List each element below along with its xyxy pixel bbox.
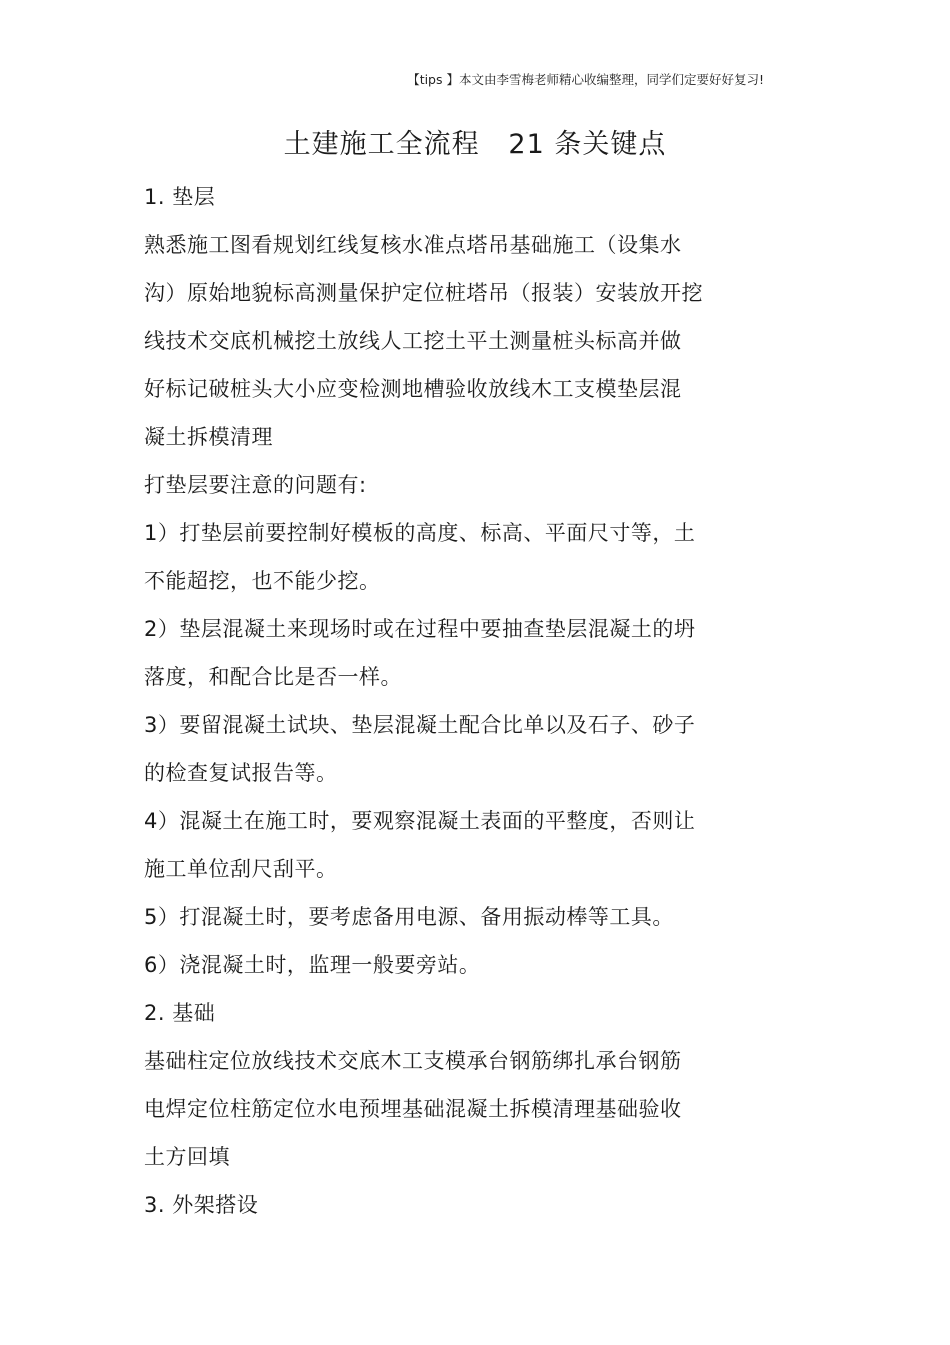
list-item-4-cont: 施工单位刮尺刮平。	[144, 857, 338, 881]
paragraph-line: 好标记破桩头大小应变检测地槽验收放线木工支模垫层混	[144, 377, 682, 401]
list-item-2: 2）垫层混凝土来现场时或在过程中要抽查垫层混凝土的坍	[144, 617, 696, 641]
list-item-3: 3）要留混凝土试块、垫层混凝土配合比单以及石子、砂子	[144, 713, 696, 737]
section-heading-foundation: 2. 基础	[144, 1001, 216, 1025]
list-item-1: 1）打垫层前要控制好模板的高度、标高、平面尺寸等，土	[144, 521, 696, 545]
paragraph-line: 线技术交底机械挖土放线人工挖土平土测量桩头标高并做	[144, 329, 682, 353]
paragraph-line: 土方回填	[144, 1145, 230, 1169]
list-item-4: 4）混凝土在施工时，要观察混凝土表面的平整度，否则让	[144, 809, 696, 833]
paragraph-line: 电焊定位柱筋定位水电预埋基础混凝土拆模清理基础验收	[144, 1097, 682, 1121]
section-heading-cushion: 1. 垫层	[144, 185, 216, 209]
list-item-3-cont: 的检查复试报告等。	[144, 761, 338, 785]
list-item-2-cont: 落度，和配合比是否一样。	[144, 665, 402, 689]
section-heading-scaffold: 3. 外架搭设	[144, 1193, 259, 1217]
document-body	[144, 173, 754, 1229]
header-tip: 【tips 】本文由李雪梅老师精心收编整理，同学们定要好好复习!	[407, 72, 764, 87]
paragraph-line: 基础柱定位放线技术交底木工支模承台钢筋绑扎承台钢筋	[144, 1049, 682, 1073]
paragraph-line: 凝土拆模清理	[144, 425, 273, 449]
list-item-5: 5）打混凝土时，要考虑备用电源、备用振动棒等工具。	[144, 905, 674, 929]
paragraph-line: 熟悉施工图看规划红线复核水准点塔吊基础施工（设集水	[144, 233, 682, 257]
list-item-1-cont: 不能超挖，也不能少挖。	[144, 569, 381, 593]
paragraph-line: 沟）原始地貌标高测量保护定位桩塔吊（报装）安装放开挖	[144, 281, 703, 305]
page-title: 土建施工全流程 21 条关键点	[283, 129, 667, 160]
subheading-notes: 打垫层要注意的问题有:	[144, 473, 367, 497]
list-item-6: 6）浇混凝土时，监理一般要旁站。	[144, 953, 481, 977]
